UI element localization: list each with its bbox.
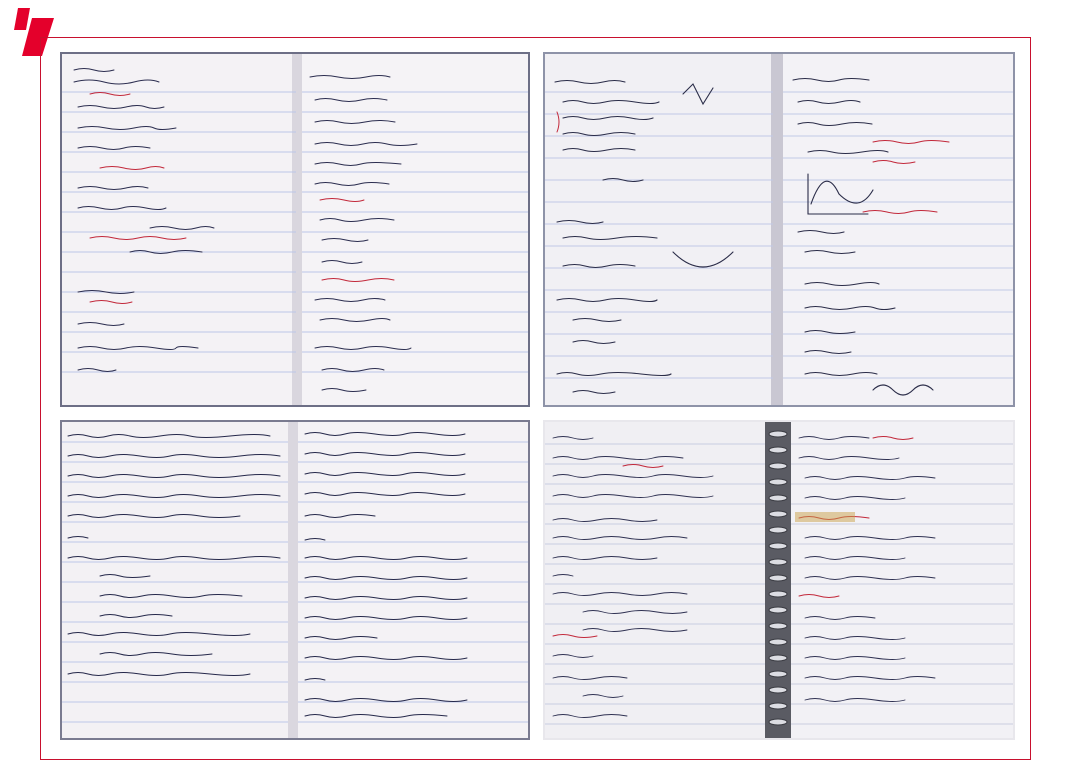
- notebook-photo-top-left: [60, 52, 530, 407]
- frame-border-left: [40, 37, 41, 759]
- notebook-photo-bottom-right: [543, 420, 1015, 740]
- frame-border-top: [40, 37, 1030, 38]
- frame-border-bottom: [40, 759, 1031, 760]
- corner-logo-icon: [14, 8, 60, 56]
- notebook-photo-top-right: [543, 52, 1015, 407]
- notebook-photo-bottom-left: [60, 420, 530, 740]
- frame-border-right: [1030, 37, 1031, 759]
